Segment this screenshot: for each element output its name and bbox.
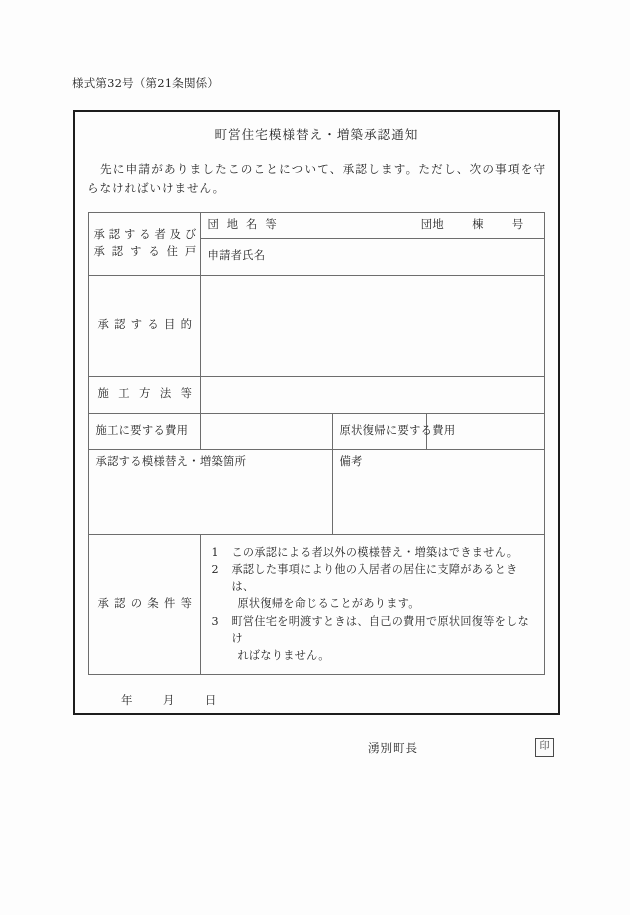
condition-number: 1 — [211, 545, 219, 559]
approval-form-table — [88, 212, 544, 675]
condition-text-main: この承認による者以外の模様替え・増築はできません。 — [231, 545, 519, 559]
condition-text-continuation: ればなりません。 — [237, 649, 330, 663]
date-day-label: 日 — [204, 692, 217, 707]
condition-item — [211, 613, 535, 665]
table-row-conditions — [89, 534, 544, 674]
form-frame — [73, 110, 560, 755]
table-row-costs — [89, 413, 544, 449]
seal-stamp-icon: 印 — [535, 738, 554, 757]
condition-item — [211, 544, 535, 561]
cell-applicant-name[interactable] — [201, 238, 544, 275]
signer-name: 湧別町長 — [368, 740, 418, 755]
form-number: 様式第32号（第21条関係） — [72, 76, 220, 90]
label-purpose: 承認する目的 — [89, 275, 201, 376]
conditions-list — [207, 539, 537, 670]
label-location: 承認する模様替え・増築箇所 — [95, 454, 247, 468]
condition-text-continuation: 原状復帰を命じることがあります。 — [237, 597, 420, 611]
date-year-label: 年 — [121, 692, 133, 707]
construction-cost-input[interactable] — [201, 413, 333, 449]
table-row-method — [89, 376, 544, 413]
table-row-estate — [89, 212, 544, 238]
cell-remarks[interactable] — [333, 449, 544, 534]
label-method: 施工方法等 — [89, 376, 201, 413]
label-approved-party-line2: 承認する住戸 — [93, 244, 197, 258]
condition-text — [231, 561, 535, 613]
condition-item — [211, 561, 535, 613]
condition-text-main: 承認した事項により他の入居者の居住に支障があるときは、 — [231, 562, 518, 594]
cell-estate-name[interactable] — [201, 212, 544, 238]
condition-text-main: 町営住宅を明渡すときは、自己の費用で原状回復等をしなけ — [231, 614, 530, 645]
table-row-location — [89, 449, 544, 534]
label-approved-party — [89, 212, 201, 275]
label-restoration-cost: 原状復帰に要する費用 — [333, 413, 427, 449]
condition-text — [231, 613, 535, 665]
condition-text — [231, 544, 535, 561]
cell-location[interactable] — [89, 449, 333, 534]
label-applicant-name: 申請者氏名 — [207, 249, 266, 263]
method-input[interactable] — [201, 376, 544, 413]
intro-line-2: ればいけません。 — [124, 180, 226, 195]
signature-row — [87, 738, 550, 762]
unit-estate: 団地 — [420, 217, 445, 231]
cell-conditions — [201, 534, 544, 674]
label-remarks: 備考 — [339, 454, 363, 468]
intro-line-1: 先に申請がありましたこのことについて、承認します。ただし、次の事項を守らなけ — [87, 162, 546, 195]
table-row-purpose — [89, 275, 544, 376]
label-conditions: 承認の条件等 — [89, 534, 201, 674]
unit-number: 号 — [511, 217, 524, 231]
label-approved-party-line1: 承認する者及び — [93, 227, 197, 241]
page-title: 町営住宅模様替え・増築承認通知 — [214, 127, 419, 142]
label-construction-cost: 施工に要する費用 — [89, 413, 201, 449]
unit-building: 棟 — [472, 217, 484, 231]
date-month-label: 月 — [162, 692, 175, 707]
purpose-input[interactable] — [201, 275, 544, 376]
date-line[interactable] — [121, 692, 546, 708]
label-estate-name: 団 地 名 等 — [207, 217, 279, 231]
estate-units — [407, 217, 538, 234]
condition-number: 2 — [211, 562, 219, 576]
intro-paragraph — [87, 160, 546, 198]
condition-number: 3 — [211, 614, 219, 628]
